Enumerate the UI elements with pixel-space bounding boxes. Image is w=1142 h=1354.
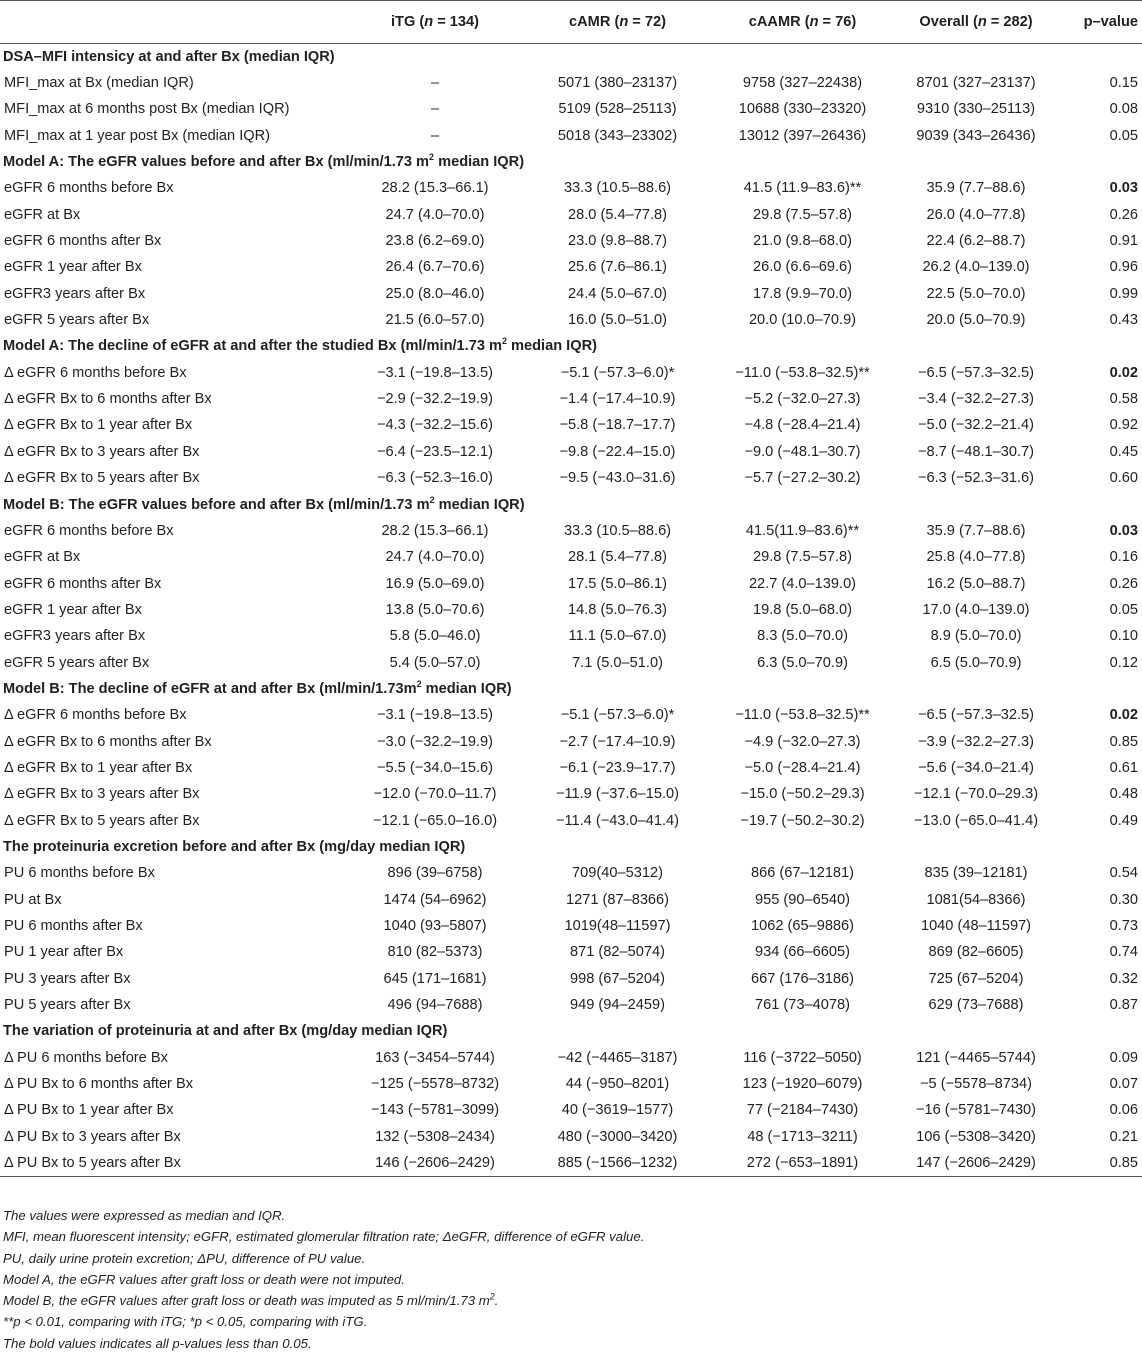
table-cell: 25.0 (8.0–46.0)	[385, 285, 485, 302]
footnotes	[3, 1205, 1133, 1354]
row-label: Δ PU Bx to 1 year after Bx	[4, 1102, 174, 1119]
row-label: Δ eGFR Bx to 5 years after Bx	[4, 470, 200, 487]
table-cell: 33.3 (10.5–88.6)	[563, 180, 672, 197]
table-cell: 16.0 (5.0–51.0)	[568, 312, 667, 329]
table-cell: 480 (−3000–3420)	[557, 1128, 678, 1145]
row-label: Δ PU Bx to 5 years after Bx	[0, 1150, 345, 1176]
table-cell: 20.0 (10.0–70.9)	[748, 312, 857, 329]
table-cell: −143 (−5781–3099)	[370, 1102, 500, 1119]
table-cell: 1081(54–8366)	[926, 891, 1026, 908]
table-cell: −9.8 (−22.4–15.0)	[559, 443, 676, 460]
row-label: Δ eGFR Bx to 1 year after Bx	[4, 759, 193, 776]
row-label: eGFR 6 months before Bx	[4, 522, 174, 539]
table-cell: −9.0 (−48.1–30.7)	[744, 443, 861, 460]
table-row	[0, 202, 1142, 228]
table-cell: 26.0 (4.0–77.8)	[926, 206, 1026, 223]
row-label: eGFR 1 year after Bx	[4, 601, 142, 618]
table-cell: −6.4 (−23.5–12.1)	[376, 443, 494, 460]
table-row	[0, 307, 1142, 333]
table-cell: –	[430, 101, 440, 118]
table-row	[0, 1045, 1142, 1071]
table-cell: 13.8 (5.0–70.6)	[385, 601, 485, 618]
table-cell: −5.8 (−18.7–17.7)	[559, 417, 676, 434]
row-label: PU 1 year after Bx	[4, 944, 124, 961]
table-cell: 41.5 (11.9–83.6)**	[743, 180, 862, 197]
table-cell: 896 (39–6758)	[387, 865, 483, 882]
row-label: PU 3 years after Bx	[4, 970, 131, 987]
table-cell: 123 (−1920–6079)	[742, 1076, 863, 1093]
row-label: PU at Bx	[4, 891, 62, 908]
table-cell: 26.2 (4.0–139.0)	[922, 259, 1030, 276]
p-value-cell: 0.05	[1109, 127, 1138, 144]
p-value-cell: 0.26	[1109, 206, 1138, 223]
section-header-row	[0, 834, 1142, 860]
row-label: eGFR 6 months after Bx	[4, 575, 162, 592]
table-cell: 1271 (87–8366)	[565, 891, 670, 908]
table-cell: −13.0 (−65.0–41.4)	[913, 812, 1039, 829]
table-cell: 121 (−4465–5744)	[916, 1049, 1036, 1066]
table-row	[0, 1150, 1142, 1176]
table-cell: −11.4 (−43.0–41.4)	[555, 812, 680, 829]
table-row	[0, 228, 1142, 254]
table-cell: 934 (66–6605)	[755, 944, 850, 961]
table-row	[0, 123, 1142, 149]
table-cell: 146 (−2606–2429)	[345, 1150, 525, 1176]
table-row	[0, 439, 1142, 465]
p-value-cell: 0.91	[1109, 233, 1138, 250]
p-value-cell: 0.08	[1109, 101, 1138, 118]
row-label: Δ eGFR 6 months before Bx	[4, 707, 187, 724]
table-row	[0, 175, 1142, 201]
table-cell: 725 (67–5204)	[928, 970, 1024, 987]
table-cell: −2.9 (−32.2–19.9)	[376, 391, 494, 408]
table-cell: 35.9 (7.7–88.6)	[926, 522, 1026, 539]
table-cell: 48 (−1713–3211)	[747, 1128, 858, 1145]
header-itg: iTG (n = 134)	[345, 1, 525, 44]
section-title: The variation of proteinuria at and after Bx (mg/day median IQR)	[3, 1023, 448, 1040]
table-cell: 16.9 (5.0–69.0)	[385, 575, 485, 592]
table-cell: 163 (−3454–5744)	[375, 1049, 495, 1066]
table-row	[0, 570, 1142, 596]
p-value-cell: 0.03	[1109, 180, 1138, 197]
p-value-cell: 0.02	[1109, 707, 1138, 724]
table-row	[0, 386, 1142, 412]
table-cell: 885 (−1566–1232)	[525, 1150, 710, 1176]
table-cell: −11.0 (−53.8–32.5)**	[735, 707, 870, 724]
table-cell: 20.0 (5.0–70.9)	[926, 312, 1026, 329]
p-value-cell: 0.49	[1109, 812, 1138, 829]
table-cell: −5.1 (−57.3–6.0)*	[560, 707, 675, 724]
table-row	[0, 807, 1142, 833]
table-cell: −3.1 (−19.8–13.5)	[376, 364, 494, 381]
table-cell: 8.3 (5.0–70.0)	[757, 628, 848, 645]
table-row	[0, 1124, 1142, 1150]
table-cell: 866 (67–12181)	[750, 865, 855, 882]
p-value-cell: 0.48	[1109, 786, 1138, 803]
table-cell: 33.3 (10.5–88.6)	[563, 522, 672, 539]
table-row	[0, 966, 1142, 992]
table-cell: 7.1 (5.0–51.0)	[572, 654, 663, 671]
header-label-cell	[0, 1, 345, 44]
p-value-cell: 0.05	[1109, 601, 1138, 618]
row-label: eGFR at Bx	[4, 206, 81, 223]
table-cell: −5 (−5578–8734)	[920, 1076, 1032, 1093]
table-cell: −8.7 (−48.1–30.7)	[917, 443, 1035, 460]
footnote: The bold values indicates all p-values less than 0.05.	[3, 1335, 312, 1351]
table-cell: 28.2 (15.3–66.1)	[381, 180, 489, 197]
section-title: Model B: The eGFR values before and after Bx (ml/min/1.73 $m^2$ median IQR)	[3, 494, 525, 513]
row-label: MFI_max at 6 months post Bx (median IQR)	[4, 101, 290, 118]
row-label: Δ eGFR Bx to 3 years after Bx	[4, 786, 200, 803]
table-cell: −125 (−5578–8732)	[370, 1076, 500, 1093]
table-cell: −11.9 (−37.6–15.0)	[555, 786, 680, 803]
p-value-cell: 0.16	[1109, 549, 1138, 566]
p-value-cell: 0.12	[1109, 654, 1138, 671]
table-cell: 28.0 (5.4–77.8)	[568, 206, 667, 223]
p-value-cell: 0.32	[1109, 970, 1138, 987]
row-label: Δ eGFR Bx to 6 months after Bx	[4, 733, 212, 750]
row-label: eGFR at Bx	[4, 549, 81, 566]
section-header-row	[0, 44, 1142, 70]
p-value-cell: 0.87	[1109, 997, 1138, 1014]
p-value-cell: 0.85	[1109, 733, 1138, 750]
table-cell: 6.5 (5.0–70.9)	[930, 654, 1022, 671]
table-row	[0, 597, 1142, 623]
table-cell: 26.4 (6.7–70.6)	[385, 259, 485, 276]
table-cell: 871 (82–5074)	[570, 944, 665, 961]
table-cell: 24.4 (5.0–67.0)	[568, 285, 667, 302]
table-cell: −6.5 (−57.3–32.5)	[917, 364, 1035, 381]
table-row	[0, 1071, 1142, 1097]
table-cell: 35.9 (7.7–88.6)	[926, 180, 1026, 197]
table-cell: 869 (82–6605)	[928, 944, 1024, 961]
table-cell: 77 (−2184–7430)	[746, 1102, 859, 1119]
table-cell: 496 (94–7688)	[387, 997, 483, 1014]
header-p-value: p–value	[1057, 1, 1142, 44]
table-cell: 29.8 (7.5–57.8)	[753, 206, 852, 223]
table-cell: −5.1 (−57.3–6.0)*	[560, 364, 675, 381]
p-value-cell: 0.61	[1109, 759, 1138, 776]
footnote: Model A, the eGFR values after graft loss or death were not imputed.	[3, 1271, 405, 1287]
footnote: **p < 0.01, comparing with iTG; *p < 0.05, comparing with iTG.	[3, 1314, 368, 1330]
table-cell: 5.8 (5.0–46.0)	[389, 628, 481, 645]
header-caamr: cAAMR (n = 76)	[710, 1, 895, 44]
row-label: Δ eGFR Bx to 1 year after Bx	[4, 417, 193, 434]
row-label: eGFR 6 months before Bx	[4, 180, 174, 197]
table-cell: −5.7 (−27.2–30.2)	[744, 470, 861, 487]
p-value-cell: 0.15	[1109, 75, 1138, 92]
table-cell: 955 (90–6540)	[755, 891, 850, 908]
table-cell: 23.8 (6.2–69.0)	[385, 233, 485, 250]
table-row	[0, 1097, 1142, 1123]
table-cell: 132 (−5308–2434)	[375, 1128, 495, 1145]
row-label: Δ eGFR Bx to 5 years after Bx	[4, 812, 200, 829]
table-cell: −12.0 (−70.0–11.7)	[373, 786, 497, 803]
table-cell: 116 (−3722–5050)	[743, 1049, 862, 1066]
table-cell: 22.7 (4.0–139.0)	[748, 575, 857, 592]
table-row	[0, 913, 1142, 939]
row-label: Δ PU Bx to 6 months after Bx	[4, 1076, 194, 1093]
footnote: The values were expressed as median and IQR.	[3, 1208, 286, 1223]
table-cell: 810 (82–5373)	[387, 944, 483, 961]
table-cell: 1040 (93–5807)	[383, 918, 487, 935]
section-title: Model B: The decline of eGFR at and after Bx ($ml/\min/1.73m^2$ median IQR)	[3, 679, 512, 697]
table-cell: 9758 (327–22438)	[742, 75, 863, 92]
table-cell: 13012 (397–26436)	[738, 127, 867, 144]
row-label: Δ eGFR Bx to 6 months after Bx	[4, 391, 212, 408]
table-cell: 645 (171–1681)	[383, 970, 487, 987]
row-label: eGFR3 years after Bx	[4, 285, 146, 302]
table-row	[0, 939, 1142, 965]
table-cell: −2.7 (−17.4–10.9)	[559, 733, 676, 750]
p-value-cell: 0.30	[1109, 891, 1138, 908]
section-title: DSA–MFI intensicy at and after Bx (median IQR)	[3, 48, 335, 65]
table-row	[0, 70, 1142, 96]
p-value-cell: 0.02	[1109, 364, 1138, 381]
table-cell: −5.2 (−32.0–27.3)	[744, 391, 861, 408]
p-value-cell: 0.60	[1109, 470, 1138, 487]
table-cell: 5018 (343–23302)	[557, 127, 678, 144]
table-cell: 9039 (343–26436)	[916, 127, 1036, 144]
table-row	[0, 860, 1142, 886]
table-cell: 835 (39–12181)	[924, 865, 1028, 882]
table-cell: −4.9 (−32.0–27.3)	[744, 733, 861, 750]
table-cell: 19.8 (5.0–68.0)	[753, 601, 852, 618]
table-row	[0, 992, 1142, 1018]
table-cell: −12.1 (−65.0–16.0)	[372, 812, 498, 829]
table-cell: −6.3 (−52.3–16.0)	[376, 470, 494, 487]
table-row	[0, 623, 1142, 649]
row-label: Δ eGFR Bx to 3 years after Bx	[4, 443, 200, 460]
table-cell: −3.4 (−32.2–27.3)	[917, 391, 1035, 408]
table-cell: 24.7 (4.0–70.0)	[385, 206, 485, 223]
table-cell: 8701 (327–23137)	[916, 75, 1036, 92]
section-header-row	[0, 333, 1142, 359]
p-value-cell: 0.92	[1109, 417, 1138, 434]
row-label: PU 5 years after Bx	[4, 997, 131, 1014]
table-cell: −11.0 (−53.8–32.5)**	[735, 364, 870, 381]
section-title: Model A: The eGFR values before and after Bx (ml/min/1.73 $m^2$ median IQR)	[3, 152, 525, 171]
table-cell: 9310 (330–25113)	[916, 101, 1036, 118]
row-label: Δ PU Bx to 3 years after Bx	[4, 1128, 181, 1145]
table-cell: −9.5 (−43.0–31.6)	[559, 470, 676, 487]
table-cell: −4.3 (−32.2–15.6)	[376, 417, 494, 434]
table-cell: −6.1 (−23.9–17.7)	[559, 759, 676, 776]
table-row	[0, 728, 1142, 754]
table-cell: 998 (67–5204)	[570, 970, 665, 987]
row-label: MFI_max at Bx (median IQR)	[4, 75, 194, 92]
p-value-cell: 0.54	[1109, 865, 1138, 882]
table-cell: 25.6 (7.6–86.1)	[568, 259, 667, 276]
table-cell: 5109 (528–25113)	[558, 101, 677, 118]
table-row	[0, 544, 1142, 570]
table-cell: 17.5 (5.0–86.1)	[568, 575, 667, 592]
table-cell: 28.2 (15.3–66.1)	[381, 522, 489, 539]
table-cell: −6.3 (−52.3–31.6)	[917, 470, 1035, 487]
table-cell: −5.5 (−34.0–15.6)	[376, 759, 494, 776]
row-label: eGFR 6 months after Bx	[4, 233, 162, 250]
footnote: Model B, the eGFR values after graft loss or death was imputed as 5 ml/min/1.73 $m^2$.	[3, 1291, 499, 1309]
table-cell: 10688 (330–23320)	[738, 101, 867, 118]
table-cell: 629 (73–7688)	[928, 997, 1024, 1014]
footnote: PU, daily urine protein excretion; ΔPU, difference of PU value.	[3, 1250, 366, 1266]
section-header-row	[0, 676, 1142, 702]
table-cell: −16 (−5781–7430)	[915, 1102, 1037, 1119]
row-label: eGFR 5 years after Bx	[4, 312, 150, 329]
row-label: Δ eGFR 6 months before Bx	[4, 364, 187, 381]
table-cell: −6.5 (−57.3–32.5)	[917, 707, 1035, 724]
table-row	[0, 360, 1142, 386]
table-cell: −4.8 (−28.4–21.4)	[744, 417, 861, 434]
table-cell: 5.4 (5.0–57.0)	[389, 654, 481, 671]
table-cell: 21.5 (6.0–57.0)	[385, 312, 485, 329]
table-cell: 23.0 (9.8–88.7)	[568, 233, 667, 250]
table-row	[0, 518, 1142, 544]
table-row	[0, 465, 1142, 491]
table-cell: 22.5 (5.0–70.0)	[926, 285, 1026, 302]
header-camr: cAMR (n = 72)	[525, 1, 710, 44]
table-cell: 272 (−653–1891)	[710, 1150, 895, 1176]
table-cell: 29.8 (7.5–57.8)	[753, 549, 852, 566]
table-cell: 1040 (48–11597)	[920, 918, 1032, 935]
table-cell: 667 (176–3186)	[750, 970, 855, 987]
table-cell: 1474 (54–6962)	[383, 891, 487, 908]
table-cell: 25.8 (4.0–77.8)	[926, 549, 1026, 566]
p-value-cell: 0.06	[1109, 1102, 1138, 1119]
table-cell: −19.7 (−50.2–30.2)	[740, 812, 865, 829]
table-row	[0, 755, 1142, 781]
table-cell: −5.0 (−32.2–21.4)	[917, 417, 1035, 434]
p-value-cell: 0.43	[1109, 312, 1138, 329]
table-cell: –	[430, 127, 440, 144]
section-title: Model A: The decline of eGFR at and after the studied Bx (ml/min/1.73 $m^2$ median IQR)	[3, 336, 597, 355]
header-overall: Overall (n = 282)	[895, 1, 1057, 44]
table-cell: 8.9 (5.0–70.0)	[930, 628, 1022, 645]
table-cell: 6.3 (5.0–70.9)	[757, 654, 848, 671]
table-cell: 1062 (65–9886)	[750, 918, 855, 935]
p-value-cell: 0.03	[1109, 522, 1138, 539]
table-cell: −5.0 (−28.4–21.4)	[744, 759, 861, 776]
p-value-cell: 0.45	[1109, 443, 1138, 460]
row-label: eGFR 5 years after Bx	[4, 654, 150, 671]
p-value-cell: 0.26	[1109, 575, 1138, 592]
table-row	[0, 412, 1142, 438]
table-cell: −3.0 (−32.2–19.9)	[376, 733, 494, 750]
p-value-cell: 0.09	[1109, 1049, 1138, 1066]
row-label: PU 6 months before Bx	[4, 865, 155, 882]
p-value-cell: 0.74	[1109, 944, 1138, 961]
row-label: eGFR 1 year after Bx	[4, 259, 142, 276]
table-cell: 761 (73–4078)	[755, 997, 850, 1014]
table-cell: −1.4 (−17.4–10.9)	[559, 391, 676, 408]
table-row	[0, 254, 1142, 280]
table-cell: 17.8 (9.9–70.0)	[753, 285, 852, 302]
table-cell: 147 (−2606–2429)	[895, 1150, 1057, 1176]
table-cell: −3.9 (−32.2–27.3)	[917, 733, 1035, 750]
table-cell: −12.1 (−70.0–29.3)	[913, 786, 1039, 803]
table-cell: 26.0 (6.6–69.6)	[753, 259, 852, 276]
table-cell: 16.2 (5.0–88.7)	[926, 575, 1026, 592]
table-cell: 106 (−5308–3420)	[916, 1128, 1036, 1145]
p-value-cell: 0.99	[1109, 285, 1138, 302]
p-value-cell: 0.07	[1109, 1076, 1138, 1093]
p-value-cell: 0.21	[1109, 1128, 1138, 1145]
table-body	[0, 44, 1142, 1177]
table-cell: 22.4 (6.2–88.7)	[926, 233, 1026, 250]
header-row	[0, 1, 1142, 44]
table-cell: 14.8 (5.0–76.3)	[568, 601, 667, 618]
table-cell: 949 (94–2459)	[570, 997, 665, 1014]
table-cell: 709(40–5312)	[572, 865, 663, 882]
section-header-row	[0, 491, 1142, 517]
row-label: PU 6 months after Bx	[4, 918, 143, 935]
table-cell: 41.5(11.9–83.6)**	[745, 522, 860, 539]
table-cell: 5071 (380–23137)	[557, 75, 678, 92]
table-row	[0, 781, 1142, 807]
p-value-cell: 0.10	[1109, 628, 1138, 645]
table-row	[0, 887, 1142, 913]
section-header-row	[0, 1018, 1142, 1044]
table-row	[0, 96, 1142, 122]
p-value-cell: 0.73	[1109, 918, 1138, 935]
table-cell: 1019(48–11597)	[564, 918, 671, 935]
table-cell: 21.0 (9.8–68.0)	[753, 233, 852, 250]
table-cell: –	[430, 75, 440, 92]
table-cell: −5.6 (−34.0–21.4)	[917, 759, 1035, 776]
table-row	[0, 281, 1142, 307]
row-label: MFI_max at 1 year post Bx (median IQR)	[4, 127, 271, 144]
table-cell: 17.0 (4.0–139.0)	[922, 601, 1030, 618]
table-cell: 11.1 (5.0–67.0)	[568, 628, 667, 645]
row-label: eGFR3 years after Bx	[4, 628, 146, 645]
p-value-cell: 0.58	[1109, 391, 1138, 408]
table-row	[0, 702, 1142, 728]
table-cell: 40 (−3619–1577)	[561, 1102, 674, 1119]
table-cell: −42 (−4465–3187)	[557, 1049, 678, 1066]
section-title: The proteinuria excretion before and after Bx (mg/day median IQR)	[3, 838, 466, 855]
footnote: MFI, mean fluorescent intensity; eGFR, estimated glomerular filtration rate; ΔeGFR, difference of eGFR value.	[3, 1229, 645, 1245]
table-row	[0, 649, 1142, 675]
p-value-cell: 0.96	[1109, 259, 1138, 276]
table-cell: −3.1 (−19.8–13.5)	[376, 707, 494, 724]
p-value-cell: 0.85	[1057, 1150, 1142, 1176]
table-cell: 44 (−950–8201)	[565, 1076, 670, 1093]
table-cell: −15.0 (−50.2–29.3)	[740, 786, 865, 803]
section-header-row	[0, 149, 1142, 175]
row-label: Δ PU 6 months before Bx	[4, 1049, 168, 1066]
table-cell: 28.1 (5.4–77.8)	[568, 549, 667, 566]
table-cell: 24.7 (4.0–70.0)	[385, 549, 485, 566]
